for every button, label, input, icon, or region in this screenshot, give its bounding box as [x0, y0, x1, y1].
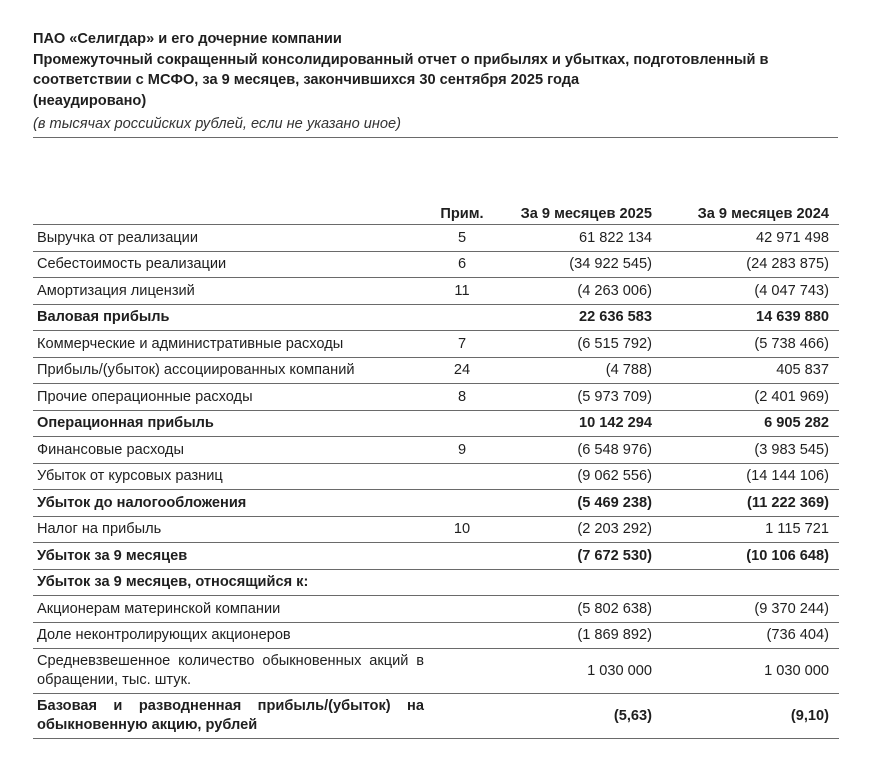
row-value-2025: (5 802 638) [496, 596, 662, 623]
row-note [428, 596, 496, 623]
row-label: Финансовые расходы [33, 437, 428, 464]
table-row [33, 596, 839, 623]
row-value-2024: (2 401 969) [662, 384, 839, 411]
table-row-total [33, 304, 839, 331]
units-note: (в тысячах российских рублей, если не указано иное) [33, 116, 401, 132]
row-value-2025: (5,63) [496, 694, 662, 739]
row-label: Себестоимость реализации [33, 251, 428, 278]
table-header-row [33, 197, 839, 225]
row-value-2024: (9,10) [662, 694, 839, 739]
table-row-total [33, 410, 839, 437]
row-note: 6 [428, 251, 496, 278]
row-value-2025: 1 030 000 [496, 649, 662, 694]
row-value-2025: (2 203 292) [496, 516, 662, 543]
table-row-total [33, 543, 839, 570]
row-value-2025: (34 922 545) [496, 251, 662, 278]
row-value-2024: (24 283 875) [662, 251, 839, 278]
report-title-line-1: Промежуточный сокращенный консолидированный отчет о прибылях и убытках, подготовленный в [33, 51, 769, 68]
row-value-2024: 6 905 282 [662, 410, 839, 437]
row-value-2025 [496, 569, 662, 596]
row-label: Выручка от реализации [33, 225, 428, 252]
row-label: Базовая и разводненная прибыль/(убыток) на обыкновенную акцию, рублей [33, 694, 428, 739]
row-value-2025: 61 822 134 [496, 225, 662, 252]
row-note: 8 [428, 384, 496, 411]
row-note [428, 569, 496, 596]
table-row [33, 331, 839, 358]
row-label: Убыток до налогообложения [33, 490, 428, 517]
report-header [33, 29, 843, 134]
row-note [428, 490, 496, 517]
row-label: Доле неконтролирующих акционеров [33, 622, 428, 649]
row-value-2024 [662, 569, 839, 596]
row-value-2025: (6 515 792) [496, 331, 662, 358]
row-value-2025: (6 548 976) [496, 437, 662, 464]
row-note [428, 463, 496, 490]
company-name: ПАО «Селигдар» и его дочерние компании [33, 31, 342, 47]
row-note: 9 [428, 437, 496, 464]
row-label: Убыток от курсовых разниц [33, 463, 428, 490]
table-row [33, 463, 839, 490]
table-row [33, 649, 839, 694]
row-note [428, 649, 496, 694]
column-header-label [33, 197, 428, 225]
row-label: Валовая прибыль [33, 304, 428, 331]
row-note [428, 622, 496, 649]
table-row-total [33, 694, 839, 739]
row-value-2024: 1 115 721 [662, 516, 839, 543]
row-value-2024: (14 144 106) [662, 463, 839, 490]
row-value-2025: (4 263 006) [496, 278, 662, 305]
row-label: Коммерческие и административные расходы [33, 331, 428, 358]
row-value-2024: 14 639 880 [662, 304, 839, 331]
table-row-total [33, 490, 839, 517]
table-row [33, 622, 839, 649]
row-value-2024: (3 983 545) [662, 437, 839, 464]
row-value-2025: (5 973 709) [496, 384, 662, 411]
row-label: Операционная прибыль [33, 410, 428, 437]
row-value-2024: 1 030 000 [662, 649, 839, 694]
row-value-2025: (5 469 238) [496, 490, 662, 517]
table-row [33, 357, 839, 384]
row-label: Прочие операционные расходы [33, 384, 428, 411]
row-value-2024: 405 837 [662, 357, 839, 384]
row-value-2024: (9 370 244) [662, 596, 839, 623]
row-note: 10 [428, 516, 496, 543]
table-row [33, 278, 839, 305]
row-value-2024: (5 738 466) [662, 331, 839, 358]
row-note: 5 [428, 225, 496, 252]
row-value-2024: (11 222 369) [662, 490, 839, 517]
column-header-2025: За 9 месяцев 2025 [496, 197, 662, 225]
table-row-section [33, 569, 839, 596]
report-title-line-2: соответствии с МСФО, за 9 месяцев, закончившихся 30 сентября 2025 года [33, 72, 580, 88]
row-note: 11 [428, 278, 496, 305]
row-label: Средневзвешенное количество обыкновенных акций в обращении, тыс. штук. [33, 649, 428, 694]
row-label: Убыток за 9 месяцев, относящийся к: [33, 569, 428, 596]
income-statement-table [33, 197, 839, 739]
row-value-2024: (10 106 648) [662, 543, 839, 570]
row-note [428, 694, 496, 739]
row-note [428, 304, 496, 331]
row-value-2025: 22 636 583 [496, 304, 662, 331]
column-header-note: Прим. [428, 197, 496, 225]
table-row [33, 437, 839, 464]
table-row [33, 516, 839, 543]
row-value-2025: (4 788) [496, 357, 662, 384]
table-row [33, 384, 839, 411]
row-value-2025: (9 062 556) [496, 463, 662, 490]
row-label: Налог на прибыль [33, 516, 428, 543]
table-row [33, 225, 839, 252]
row-note: 7 [428, 331, 496, 358]
row-value-2024: (736 404) [662, 622, 839, 649]
row-value-2024: (4 047 743) [662, 278, 839, 305]
header-divider [33, 137, 838, 138]
row-note: 24 [428, 357, 496, 384]
row-label: Убыток за 9 месяцев [33, 543, 428, 570]
row-value-2025: (1 869 892) [496, 622, 662, 649]
column-header-2024: За 9 месяцев 2024 [662, 197, 839, 225]
row-note [428, 410, 496, 437]
row-note [428, 543, 496, 570]
row-value-2024: 42 971 498 [662, 225, 839, 252]
report-title-line-3: (неаудировано) [33, 92, 147, 109]
row-label: Прибыль/(убыток) ассоциированных компаний [33, 357, 428, 384]
row-value-2025: 10 142 294 [496, 410, 662, 437]
row-label: Амортизация лицензий [33, 278, 428, 305]
row-value-2025: (7 672 530) [496, 543, 662, 570]
row-label: Акционерам материнской компании [33, 596, 428, 623]
table-row [33, 251, 839, 278]
